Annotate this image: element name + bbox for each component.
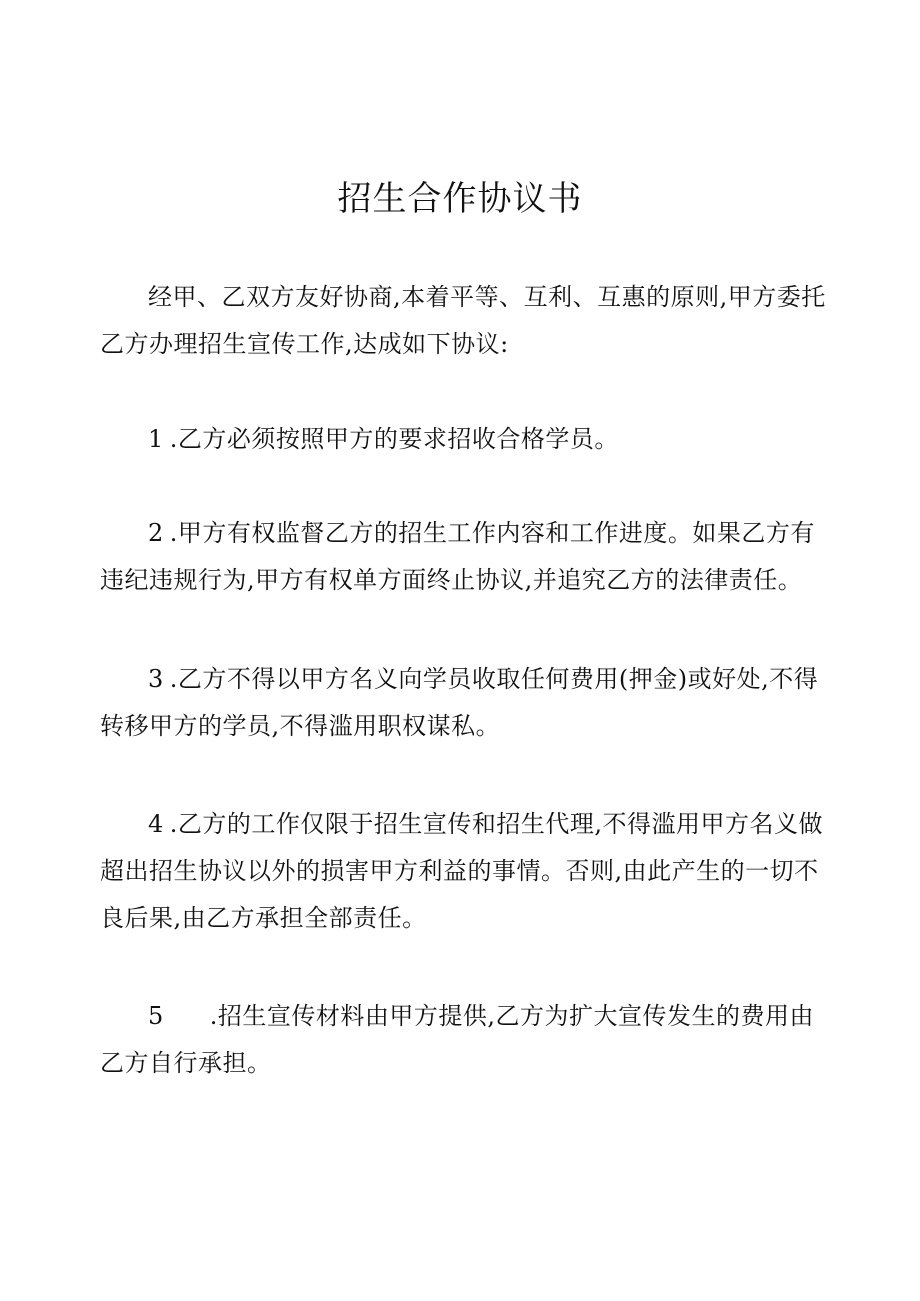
clause-number: 4	[148, 810, 164, 838]
clause-3	[100, 656, 826, 750]
clause-text: .招生宣传材料由甲方提供,乙方为扩大宣传发生的费用由乙方自行承担。	[100, 1002, 815, 1077]
clause-4	[100, 801, 826, 942]
clause-1	[100, 416, 826, 463]
clause-number: 2	[148, 519, 164, 547]
clause-text: .乙方的工作仅限于招生宣传和招生代理,不得滥用甲方名义做超出招生协议以外的损害甲方利益的事情。否则,由此产生的一切不良后果,由乙方承担全部责任。	[100, 810, 824, 932]
clause-5	[100, 993, 826, 1087]
clause-text: .甲方有权监督乙方的招生工作内容和工作进度。如果乙方有违纪违规行为,甲方有权单方面终止协议,并追究乙方的法律责任。	[100, 519, 815, 594]
clause-text: .乙方必须按照甲方的要求招收合格学员。	[169, 425, 619, 453]
intro-paragraph: 经甲、乙双方友好协商,本着平等、互利、互惠的原则,甲方委托乙方办理招生宣传工作,达成如下协议:	[100, 283, 826, 358]
clause-text: .乙方不得以甲方名义向学员收取任何费用(押金)或好处,不得转移甲方的学员,不得滥用职权谋私。	[100, 665, 819, 740]
clause-number: 3	[148, 665, 164, 693]
clause-number: 5	[148, 1002, 164, 1030]
document-title: 招生合作协议书	[337, 179, 583, 219]
clause-number: 1	[148, 425, 164, 453]
clause-2	[100, 510, 826, 604]
